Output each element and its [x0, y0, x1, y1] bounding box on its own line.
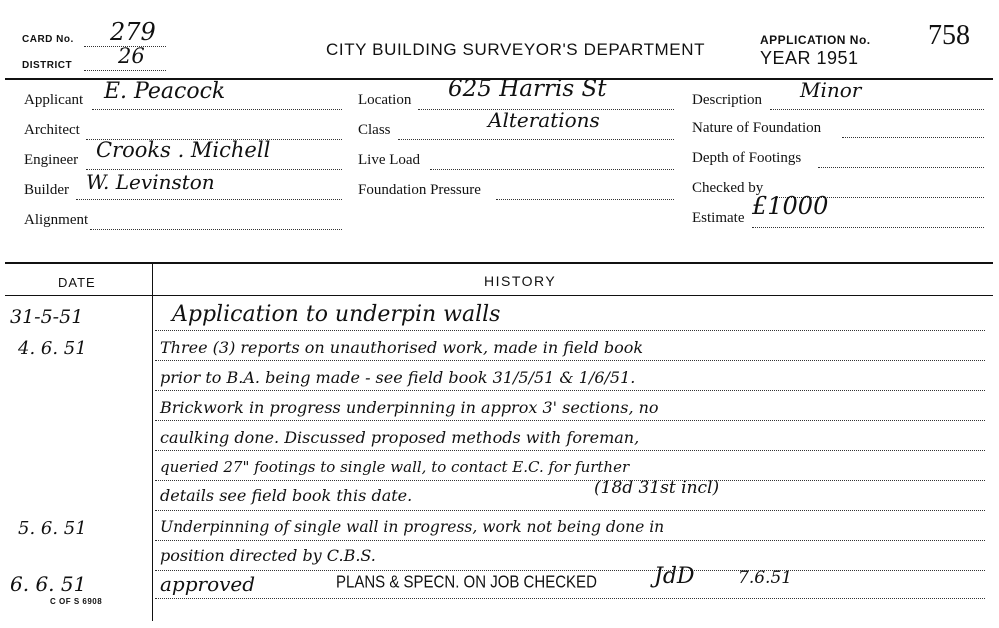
form-number: C OF S 6908 — [50, 597, 103, 606]
checked-by-label: Checked by — [692, 180, 764, 196]
description-value: Minor — [800, 78, 862, 102]
applicant-value: E. Peacock — [104, 79, 226, 104]
estimate-label: Estimate — [692, 210, 745, 226]
date-column-header: DATE — [58, 275, 96, 290]
estimate-value: £1000 — [752, 192, 829, 220]
history-row-2-date: 4. 6. 51 — [18, 338, 87, 359]
card-no-value: 279 — [110, 18, 156, 46]
history-row-10-date: 6. 6. 51 — [10, 572, 87, 596]
class-label: Class — [358, 122, 391, 138]
location-label: Location — [358, 92, 412, 108]
history-row-1-date: 31-5-51 — [10, 306, 84, 328]
builder-label: Builder — [24, 182, 69, 198]
description-label: Description — [692, 92, 762, 108]
stamp-date: 7.6.51 — [738, 568, 793, 588]
history-row-7-note: (18d 31st incl) — [594, 478, 720, 498]
history-row-5-text: caulking done. Discussed proposed methods with foreman, — [160, 428, 640, 447]
location-value: 625 Harris St — [448, 76, 607, 102]
history-row-4-text: Brickwork in progress underpinning in approx 3' sections, no — [160, 398, 659, 417]
district-label: DISTRICT — [22, 60, 73, 71]
history-row-8-date: 5. 6. 51 — [18, 518, 87, 539]
nature-of-foundation-label: Nature of Foundation — [692, 120, 822, 136]
applicant-label: Applicant — [24, 92, 84, 108]
history-row-3-text: prior to B.A. being made - see field book 31/5/51 & 1/6/51. — [160, 368, 636, 387]
department-title: CITY BUILDING SURVEYOR'S DEPARTMENT — [326, 40, 706, 59]
checker-initials: JdD — [654, 564, 695, 589]
application-no-label: APPLICATION No. — [760, 33, 871, 47]
alignment-label: Alignment — [24, 212, 89, 228]
depth-of-footings-label: Depth of Footings — [692, 150, 802, 166]
live-load-label: Live Load — [358, 152, 421, 168]
card-no-label: CARD No. — [22, 34, 74, 45]
history-row-7-text: details see field book this date. — [160, 486, 413, 505]
year-label: YEAR 1951 — [760, 48, 859, 68]
district-value: 26 — [118, 44, 145, 68]
history-row-8-text: Underpinning of single wall in progress, work not being done in — [160, 518, 665, 536]
engineer-value: Crooks . Michell — [96, 138, 271, 162]
history-row-2-text: Three (3) reports on unauthorised work, made in field book — [160, 338, 644, 357]
engineer-label: Engineer — [24, 152, 79, 168]
history-row-10-text: approved — [160, 572, 256, 596]
application-no-value: 758 — [928, 20, 970, 51]
plans-checked-stamp: PLANS & SPECN. ON JOB CHECKED — [336, 572, 597, 593]
foundation-pressure-label: Foundation Pressure — [358, 182, 481, 198]
builder-value: W. Levinston — [86, 170, 215, 194]
class-value: Alterations — [488, 108, 600, 132]
history-row-1-text: Application to underpin walls — [172, 302, 501, 327]
history-row-6-text: queried 27" footings to single wall, to contact E.C. for further — [160, 458, 630, 476]
history-column-header: HISTORY — [484, 273, 557, 289]
history-row-9-text: position directed by C.B.S. — [160, 546, 376, 565]
architect-label: Architect — [24, 122, 80, 138]
